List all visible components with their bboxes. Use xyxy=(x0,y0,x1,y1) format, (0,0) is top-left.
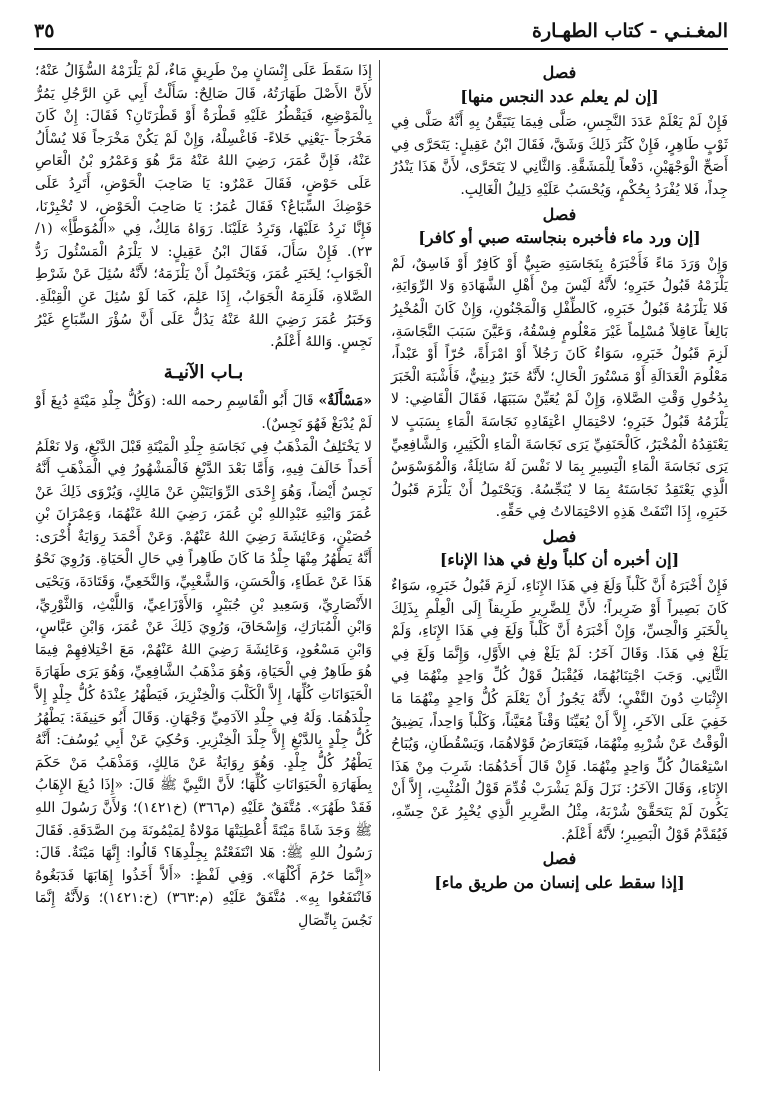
right-column xyxy=(391,60,728,897)
masala-paragraph xyxy=(35,390,372,435)
chapter-heading: بـاب الآنيـة xyxy=(163,361,244,383)
masala-text: قَالَ أَبُو الْقَاسِمِ رحمه الله: (وَكُلُّ جِلْدِ مَيْتَةٍ دُبِغَ أَوْ لَمْ يُدْبَغْ فَهُوَ نَجِسٌ). xyxy=(35,393,372,432)
section-paragraph: فَإِنْ لَمْ يَعْلَمْ عَدَدَ النَّجِسِ، صَلَّى فِيمَا يَتَيَقَّنُ بِهِ أَنَّهُ صَلَّى فِي ثَوْبٍ طَاهِرٍ، فَإِنْ كَثُرَ ذَلِكَ وَشَقَّ، فَقَالَ ابْنُ عَقِيلٍ: يَتَحَرَّى فِي أَصَحِّ الْوَجْهَيْنِ، دَفْعاً لِلْمَشَقَّةِ. وَالثَّانِي لا يَتَحَرَّى، لأَنَّ هَذَا يَنْدُرُ جِداً، فَلا يُفْرَدُ بِحُكْمٍ، وَيُحْسَبُ عَلَيْهِ دَلِيلُ الْغَالِبِ. xyxy=(391,114,728,198)
page-number: ٣٥ xyxy=(34,20,55,42)
body-paragraph: لا يَخْتَلِفُ الْمَذْهَبُ فِي نَجَاسَةِ جِلْدِ الْمَيْتَةِ قَبْلَ الدَّبْغِ، وَلا نَعْلَمُ أَحَداً خَالَفَ فِيهِ، وَأَمَّا بَعْدَ الدَّبْغِ فَالْمَشْهُورُ فِي الْمَذْهَبِ أَنَّهُ نَجِسٌ أَيْضاً، وَهُوَ إِحْدَى الرِّوَايَتَيْنِ عَنْ مَالِكٍ، وَيُرْوَى ذَلِكَ عَنْ عُمَرَ وَابْنِهِ عَبْدِاللهِ بْنِ عُمَرَ، رَضِيَ اللهُ عَنْهُمَا، وَعِمْرَانَ بْنِ حُصَيْنٍ، وَعَائِشَةَ رَضِيَ اللهُ عَنْهُمْ. وَعَنْ أَحْمَدَ رِوَايَةٌ أُخْرَى: أَنَّهُ يَطْهُرُ مِنْهَا جِلْدُ مَا كَانَ طَاهِراً فِي حَالِ الْحَيَاةِ. وَرُوِيَ نَحْوُ هَذَا عَنْ عَطَاءٍ، وَالْحَسَنِ، وَالشَّعْبِيِّ، وَالنَّخَعِيِّ، وَقَتَادَةَ، وَيَحْيَى الأَنْصَارِيِّ، وَسَعِيدِ بْنِ جُبَيْرٍ، وَالأَوْزَاعِيِّ، وَاللَّيْثِ، وَالثَّوْرِيِّ، وَابْنِ الْمُبَارَكِ، وَإِسْحَاقَ، وَرُوِيَ ذَلِكَ عَنْ عُمَرَ، وَابْنِ عَبَّاسٍ، وَابْنِ مَسْعُودٍ، وَعَائِشَةَ رَضِيَ اللهُ عَنْهُمْ، مَعَ اخْتِلافِهِمْ فِيمَا هُوَ طَاهِرٌ فِي الْحَيَاةِ، وَهُوَ مَذْهَبُ الشَّافِعِيِّ، وَهُوَ يَرَى طَهَارَةَ الْحَيَوَانَاتِ كُلِّهَا، إِلاَّ الْكَلْبَ وَالْخِنْزِيرَ، فَيَطْهُرُ عِنْدَهُ كُلُّ جِلْدٍ إِلاَّ جِلْدَهُمَا. وَلَهُ فِي جِلْدِ الآدَمِيِّ وَجْهَانِ. وَقَالَ أَبُو حَنِيفَةَ: يَطْهُرُ كُلُّ جِلْدٍ بِالدَّبْغِ إِلاَّ جِلْدَ الْخِنْزِيرِ. وَحُكِيَ عَنْ أَبِي يُوسُفَ: أَنَّهُ يَطْهُرُ كُلُّ جِلْدٍ. وَهُوَ رِوَايَةٌ عَنْ مَالِكٍ، وَمَذْهَبُ مَنْ حَكَمَ بِطَهَارَةِ الْحَيَوَانَاتِ كُلِّهَا؛ لأَنَّ النَّبِيَّ ﷺ قَالَ: «إِذَا دُبِغَ الإِهَابُ فَقَدْ طَهُرَ». مُتَّفَقٌ عَلَيْهِ (م٣٦٦) (خ١٤٢١)؛ وَلأَنَّ رَسُولَ اللهِ ﷺ وَجَدَ شَاةً مَيْتَةً أُعْطِيَتْهَا مَوْلاةٌ لِمَيْمُونَةَ مِنَ الصَّدَقَةِ. فَقَالَ رَسُولُ اللهِ ﷺ: هَلا انْتَفَعْتُمْ بِجِلْدِهَا؟ قَالُوا: إِنَّهَا مَيْتَةٌ. قَالَ: «إِنَّمَا حَرُمَ أَكْلُهَا». وَفِي لَفْظٍ: «أَلاَّ أَخَذُوا إِهَابَهَا فَدَبَغُوهُ فَانْتَفَعُوا بِهِ». مُتَّفَقٌ عَلَيْهِ (م:٣٦٣) (خ:١٤٢١)؛ وَلأَنَّهُ إِنَّمَا نَجُسَ بِاتِّصَالِ xyxy=(35,438,373,929)
section-subheading: [إذا سقط على إنسان من طريق ماء] xyxy=(434,872,685,892)
section-paragraph: وَإِنْ وَرَدَ مَاءً فَأَخْبَرَهُ بِنَجَاسَتِهِ صَبِيٌّ أَوْ كَافِرٌ أَوْ فَاسِقٌ، لَمْ يَلْزَمْهُ قَبُولُ خَبَرِهِ؛ لأَنَّهُ لَيْسَ مِنْ أَهْلِ الشَّهَادَةِ وَلا الرِّوَايَةِ، فَلا يَلْزَمُهُ قَبُولُ خَبَرِهِ، كَالطِّفْلِ وَالْمَجْنُونِ، وَإِنْ كَانَ الْمُخْبِرُ بَالِغاً عَاقِلاً مُسْلِماً غَيْرَ مَعْلُومٍ فِسْقُهُ، وَعَيَّنَ سَبَبَ النَّجَاسَةِ، لَزِمَ قَبُولُ خَبَرِهِ، سَوَاءٌ كَانَ رَجُلاً أَوْ امْرَأَةً، حُرّاً أَوْ عَبْداً، مَعْلُومَ الْعَدَالَةِ أَوْ مَسْتُورَ الْحَالِ؛ لأَنَّهُ خَبَرٌ دِينِيٌّ، فَأَشْبَهَ الْخَبَرَ بِدُخُولِ وَقْتِ الصَّلاةِ، وَإِنْ لَمْ يُعَيِّنْ سَبَبَهَا، فَقَالَ الْقَاضِي: لا يَلْزَمُهُ قَبُولُ خَبَرِهِ؛ لاحْتِمَالِ اعْتِقَادِهِ نَجَاسَةَ الْمَاءِ بِسَبَبٍ لا يَعْتَقِدُهُ الْمُخْبَرُ، كَالْحَنَفِيِّ يَرَى نَجَاسَةَ الْمَاءِ الْكَثِيرِ، وَالشَّافِعِيِّ يَرَى نَجَاسَةَ الْمَاءِ الْيَسِيرِ بِمَا لا نَفْسَ لَهُ سَائِلَةٌ، وَالْمُوَسْوَسُ الَّذِي يَعْتَقِدُ نَجَاسَتَهُ بِمَا لا يُنَجِّسُهُ. وَيَحْتَمِلُ أَنْ يَلْزَمَ قَبُولُ خَبَرِهِ، إِذَا انْتَفَتْ هَذِهِ الاحْتِمَالاتُ فِي حَقِّهِ. xyxy=(391,255,728,521)
section-heading: فصل xyxy=(542,204,577,224)
section-heading: فصل xyxy=(542,526,577,546)
header-rule xyxy=(34,48,728,50)
section-heading: فصل xyxy=(542,63,577,82)
masala-label: «مَسْأَلَةٌ» xyxy=(318,393,373,410)
section-paragraph: إِذَا سَقَطَ عَلَى إِنْسَانٍ مِنْ طَرِيقٍ مَاءٌ، لَمْ يَلْزَمْهُ السُّؤَالُ عَنْهُ؛ لأَنَّ الأَصْلَ طَهَارَتُهُ، قَالَ صَالِحٌ: سَأَلْتُ أَبِي عَنِ الرَّجُلِ يَمُرُّ بِالْمَوْضِعِ، فَيَقْطُرُ عَلَيْهِ قَطْرَةٌ أَوْ قَطْرَتَانِ؟ فَقَالَ: إِنْ كَانَ مَخْرَجاً -يَعْنِي خَلاءً- فَاغْسِلْهُ، وَإِنْ لَمْ يَكُنْ مَخْرَجاً فَلا يُسْأَلُ عَنْهُ، فَإِنَّ عُمَرَ، رَضِيَ اللهُ عَنْهُ مَرَّ هُوَ وَعَمْرُو بْنُ الْعَاصِ عَلَى حَوْضٍ، فَقَالَ عَمْرٌو: يَا صَاحِبَ الْحَوْضِ، أَتَرِدُ عَلَى حَوْضِكَ السِّبَاعُ؟ فَقَالَ عُمَرُ: يَا صَاحِبَ الْحَوْضِ، لا تُخْبِرْنَا، فَإِنَّا نَرِدُ عَلَيْهَا، وَتَرِدُ عَلَيْنَا. رَوَاهُ مَالِكٌ، فِي «الْمُوَطَّأِ» (١/ ٢٣). فَإِنْ سَأَلَ، فَقَالَ ابْنُ عَقِيلٍ: لا يَلْزَمُ الْمَسْئُولَ رَدُّ الْجَوَابِ؛ لِخَبَرِ عُمَرَ، وَيَحْتَمِلُ أَنْ يَلْزَمَهُ؛ لأَنَّهُ سُئِلَ عَنْ شَرْطِ الصَّلاةِ، فَلَزِمَهُ الْجَوَابُ، إِذَا عَلِمَ، كَمَا لَوْ سُئِلَ عَنِ الْقِبْلَةِ. وَخَبَرُ عُمَرَ رَضِيَ اللهُ عَنْهُ يَدُلُّ عَلَى أَنَّ سُؤْرَ السِّبَاعِ غَيْرُ نَجِسٍ. وَاللهُ أَعْلَمُ. xyxy=(35,63,372,351)
section-subheading: [إن أخبره أن كلباً ولغ في هذا الإناء] xyxy=(439,550,680,570)
section-heading: فصل xyxy=(542,849,577,869)
section-paragraph: فَإِنْ أَخْبَرَهُ أَنَّ كَلْباً وَلَغَ فِي هَذَا الإِنَاءِ، لَزِمَ قَبُولُ خَبَرِهِ، سَوَاءٌ كَانَ بَصِيراً أَوْ ضَرِيراً؛ لأَنَّ لِلضَّرِيرِ طَرِيقاً إِلَى الْعِلْمِ بِذَلِكَ بِالْخَبَرِ وَالْحِسِّ، وَإِنْ أَخْبَرَهُ أَنَّ كَلْباً وَلَغَ فِي هَذَا الإِنَاءِ، وَلَمْ يَلَغْ فِي هَذَا. وَقَالَ آخَرُ: لَمْ يَلَغْ فِي الأَوَّلِ، وَإِنَّمَا وَلَغَ فِي الثَّانِي. وَجَبَ اجْتِنَابُهُمَا، فَيُقْبَلُ قَوْلُ كُلِّ وَاحِدٍ مِنْهُمَا فِي الإِثْبَاتِ دُونَ النَّفْيِ؛ لأَنَّهُ يَجُوزُ أَنْ يَعْلَمَ كُلُّ وَاحِدٍ مِنْهُمَا مَا خَفِيَ عَلَى الآخَرِ، إِلاَّ أَنْ يُعَيِّنَا وَقْتاً مُعَيَّناً، وَكَلْباً وَاحِداً، يَضِيقُ الْوَقْتُ عَنْ شُرْبِهِ مِنْهُمَا، فَيَتَعَارَضُ قَوْلاهُمَا، وَيَسْقُطَانِ، وَيُبَاحُ اسْتِعْمَالُ كُلِّ وَاحِدٍ مِنْهُمَا. فَإِنْ قَالَ أَحَدُهُمَا: شَرِبَ مِنْ هَذَا الإِنَاءِ، وَقَالَ الآخَرُ: نَزَلَ وَلَمْ يَشْرَبْ قُدِّمَ قَوْلُ الْمُثْبِتِ، إِلاَّ أَنْ يَكُونَ لَمْ يَتَحَقَّقْ شُرْبَهُ، مِثْلُ الضَّرِيرِ الَّذِي يُخْبِرُ عَنْ حِسِّهِ، فَيُقَدَّمُ قَوْلُ الْبَصِيرِ؛ لأَنَّهُ أَعْلَمُ. xyxy=(391,578,728,843)
page-header xyxy=(34,16,728,46)
left-column xyxy=(35,60,372,933)
section-subheading: [إن لم يعلم عدد النجس منها] xyxy=(460,86,659,106)
column-divider xyxy=(379,60,380,1071)
running-title: المغـنـي - كتاب الطهـارة xyxy=(531,20,728,42)
section-subheading: [إن ورد ماء فأخبره بنجاسته صبي أو كافر] xyxy=(418,228,701,248)
